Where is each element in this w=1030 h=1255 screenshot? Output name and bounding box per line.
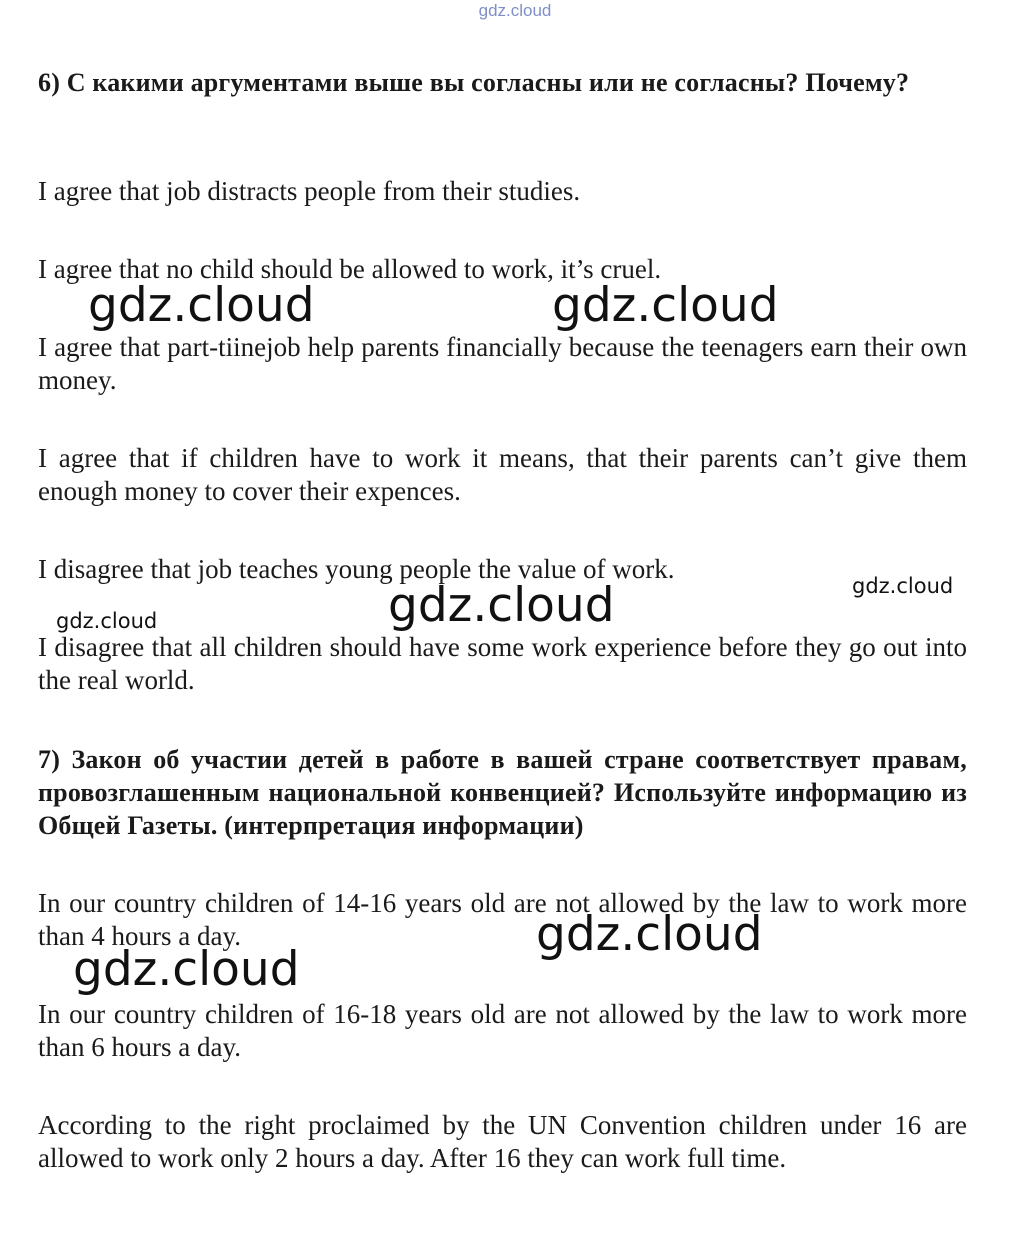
watermark: gdz.cloud [388,578,615,633]
watermark: gdz.cloud [852,574,954,598]
answer-6-1: I agree that job distracts people from their studies. [38,176,581,206]
answer-6-2: I agree that no child should be allowed to work, it’s cruel. [38,254,662,284]
answer-7-3: According to the right proclaimed by the UN Convention children under 16 are allowed to work only 2 hours a day. After 16 they can work full time. [38,1110,967,1173]
answer-6-6: I disagree that all children should have some work experience before they go out into the real world. [38,632,967,695]
answer-7-2: In our country children of 16-18 years old are not allowed by the law to work more than 6 hours a day. [38,999,967,1062]
header-watermark: gdz.cloud [478,1,552,20]
answer-6-4: I agree that if children have to work it means, that their parents can’t give them enough money to cover their expences. [38,443,967,506]
question-7: 7) Закон об участии детей в работе в вашей стране соответствует правам, провозглашенным национальной конвенцией? Используйте информацию из Общей Газеты. (интерпретация информации) [38,745,967,840]
answer-6-5: I disagree that job teaches young people the value of work. [38,554,675,584]
question-6: 6) С какими аргументами выше вы согласны или не согласны? Почему? [38,68,910,97]
watermark: gdz.cloud [552,278,779,333]
answer-6-3: I agree that part-tiinejob help parents financially because the teenagers earn their own money. [38,332,967,395]
watermark: gdz.cloud [56,609,158,633]
watermark: gdz.cloud [73,942,300,997]
answer-7-1: In our country children of 14-16 years old are not allowed by the law to work more than 4 hours a day. [38,888,967,951]
watermark: gdz.cloud [536,907,763,962]
watermark: gdz.cloud [88,278,315,333]
